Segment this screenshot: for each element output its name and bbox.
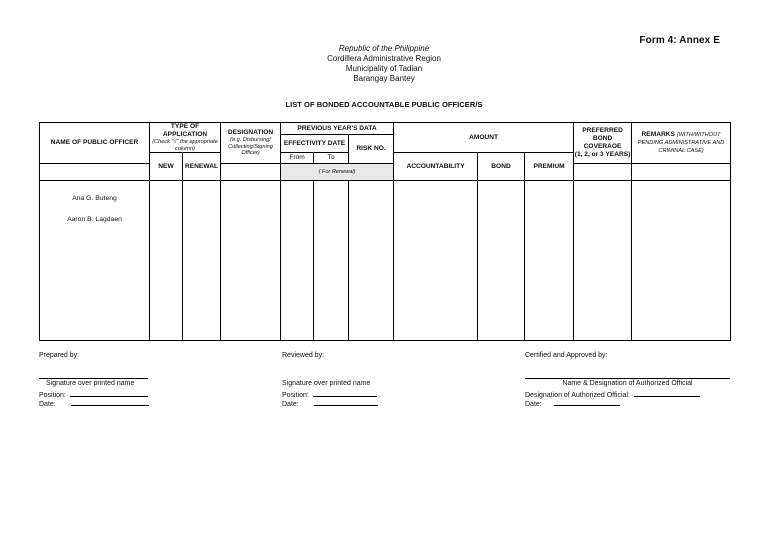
form-number: Form 4: Annex E [639,35,720,46]
date-label: Date: [525,401,542,408]
designation-header [221,123,281,164]
bonded-officers-table [39,122,731,341]
position-label: Position: [39,392,66,399]
from-cell[interactable] [281,181,314,341]
new-column-header: NEW [150,153,183,181]
type-of-application-header [150,123,221,153]
remarks-label: REMARKS [641,131,675,138]
remarks-cell[interactable] [632,181,731,341]
designation-cell[interactable] [221,181,281,341]
officer-names-cell [40,181,150,341]
accountability-cell[interactable] [394,181,478,341]
authorized-official-label: Name & Designation of Authorized Official [562,380,693,387]
certified-date [525,398,620,409]
preferred-coverage-header [574,123,632,164]
preferred-years: (1, 2, or 3 YEARS) [574,151,631,158]
designation-header-spacer [221,164,281,181]
new-cell[interactable] [150,181,183,341]
remarks-header [632,123,731,164]
previous-year-header: PREVIOUS YEAR'S DATA [281,123,394,135]
type-header-label: TYPE OF APPLICATION [162,123,208,138]
date-label: Date: [282,401,299,408]
risk-no-cell[interactable] [349,181,394,341]
bond-cell[interactable] [478,181,525,341]
renewal-cell[interactable] [183,181,221,341]
preferred-label: PREFERRED BOND COVERAOE [582,127,623,150]
remarks-header-spacer [632,164,731,181]
officer-name: Aaron B. Lagdaen [67,216,122,223]
position-field[interactable] [313,389,377,397]
to-cell[interactable] [314,181,349,341]
amount-header: AMOUNT [394,123,574,153]
type-header-note: (Check "√" the appropriate column) [152,139,218,152]
prepared-signature-label: Signature over printed name [46,380,135,387]
designation-note: (e.g. Disbursing/ Collecting/Signing Officer) [228,137,273,157]
header-region: Cordillera Administrative Region [327,54,441,63]
from-column-header: From [281,153,314,164]
designation-field[interactable] [634,389,700,397]
position-field[interactable] [70,389,148,397]
name-column-header: NAME OF PUBLIC OFFICER [40,123,150,164]
prepared-date [39,398,149,409]
header-barangay: Barangay Bantey [353,74,415,83]
date-field[interactable] [554,398,620,406]
risk-no-header: RISK NO. [349,135,394,164]
position-label: Position: [282,392,309,399]
premium-cell[interactable] [525,181,574,341]
preferred-coverage-cell[interactable] [574,181,632,341]
header-republic: Republic of the Philippine [338,44,430,53]
accountability-header: ACCOUNTABILITY [394,153,478,181]
for-renewal-note: ( For Renewal) [281,164,394,181]
renewal-column-header: RENEWAL [183,153,221,181]
date-field[interactable] [314,398,378,406]
reviewed-by-label: Reviewed by: [282,352,325,359]
header-municipality: Municipality of Tadian [345,64,423,73]
date-field[interactable] [71,398,149,406]
date-label: Date: [39,401,56,408]
certified-by-label: Certified and Approved by: [525,352,608,359]
remarks-note: (WITH/WITHOUT PENDING ADMINISTRATIVE AND CRIMINAL CASE) [637,132,725,154]
bond-header: BOND [478,153,525,181]
reviewed-signature-label: Signature over printed name [282,380,371,387]
officer-name: Ana G. Buteng [72,195,117,202]
designation-label: DESIGNATION [227,129,274,137]
premium-header: PREMIUM [525,153,574,181]
to-column-header: To [314,153,349,164]
reviewed-date [282,398,378,409]
effectivity-date-header: EFFECTIVITY DATE [281,135,349,153]
designation-auth-label: Designation of Authorized Official: [525,392,630,399]
prepared-by-label: Prepared by: [39,352,80,359]
preferred-header-spacer [574,164,632,181]
document-title: LIST OF BONDED ACCOUNTABLE PUBLIC OFFICER/S [285,100,483,109]
name-header-spacer [40,164,150,181]
